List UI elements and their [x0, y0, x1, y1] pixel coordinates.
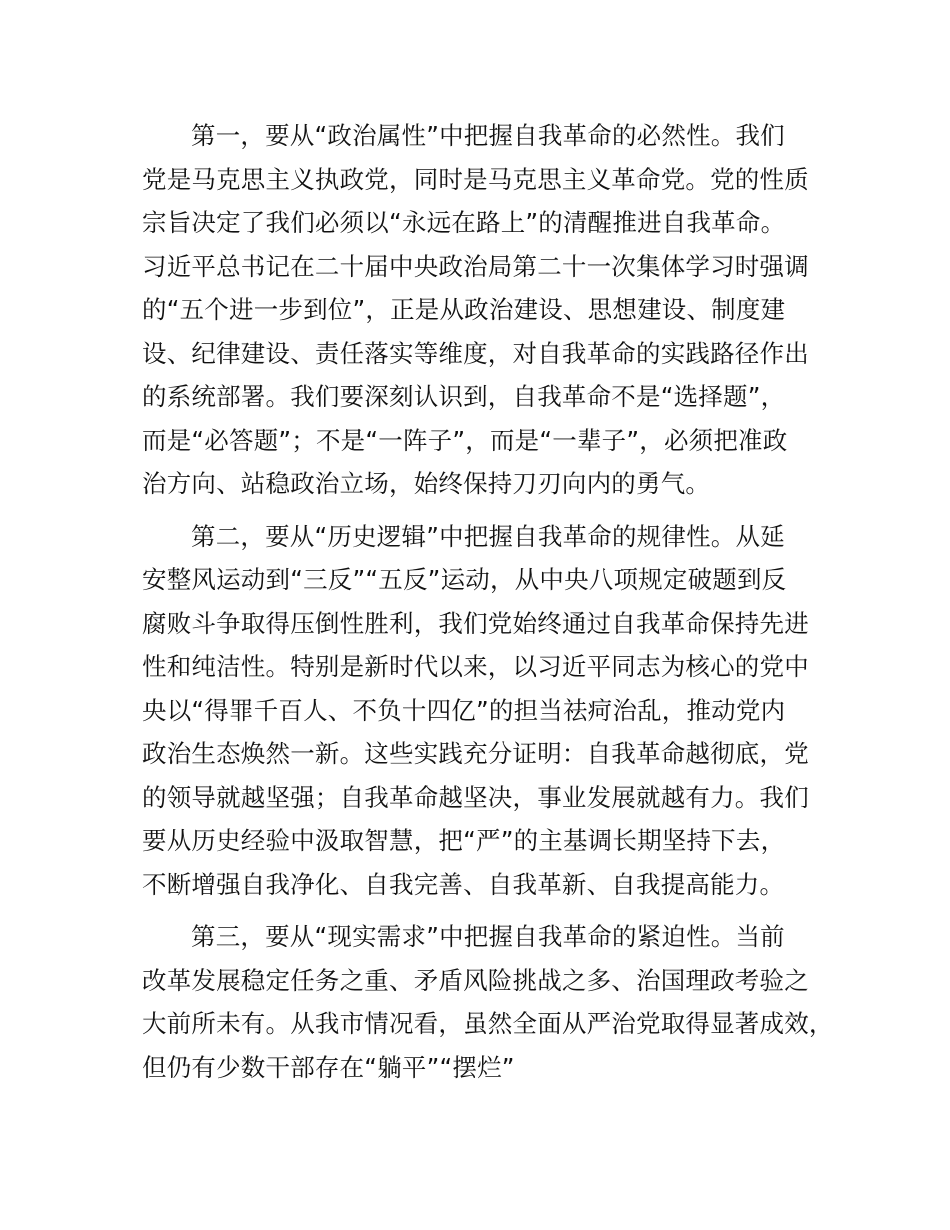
- paragraph-line: 第一，要从“政治属性”中把握自我革命的必然性。我们: [191, 121, 785, 150]
- paragraph-line: 第二，要从“历史逻辑”中把握自我革命的规律性。从延: [191, 521, 785, 551]
- paragraph-line: 宗旨决定了我们必须以“永远在路上”的清醒推进自我革命。: [142, 208, 786, 237]
- paragraph-line: 但仍有少数干部存在“躺平”“摆烂”: [142, 1052, 515, 1082]
- paragraph-3: [142, 915, 832, 1089]
- paragraph-line: 政治生态焕然一新。这些实践充分证明：自我革命越彻底，党: [142, 739, 809, 768]
- paragraph-line: 安整风运动到“三反”“五反”运动，从中央八项规定破题到反: [142, 565, 787, 594]
- paragraph-line: 腐败斗争取得压倒性胜利，我们党始终通过自我革命保持先进: [142, 608, 809, 638]
- paragraph-line: 要从历史经验中汲取智慧，把“严”的主基调长期坚持下去，: [142, 826, 786, 855]
- paragraph-2: [142, 515, 832, 907]
- paragraph-line: 的领导就越坚强；自我革命越坚决，事业发展就越有力。我们: [142, 782, 809, 812]
- paragraph-line: 党是马克思主义执政党，同时是马克思主义革命党。党的性质: [142, 164, 809, 194]
- paragraph-line: 治方向、站稳政治立场，始终保持刀刃向内的勇气。: [142, 469, 711, 498]
- paragraph-line: 的“五个进一步到位”，正是从政治建设、思想建设、制度建: [142, 295, 786, 324]
- paragraph-line: 央以“得罪千百人、不负十四亿”的担当祛疴治乱，推动党内: [142, 695, 786, 725]
- paragraph-1: [142, 114, 832, 506]
- paragraph-line: 第三，要从“现实需求”中把握自我革命的紧迫性。当前: [191, 922, 785, 951]
- paragraph-line: 不断增强自我净化、自我完善、自我革新、自我提高能力。: [142, 869, 785, 899]
- paragraph-line: 习近平总书记在二十届中央政治局第二十一次集体学习时强调: [142, 251, 809, 281]
- paragraph-line: 性和纯洁性。特别是新时代以来，以习近平同志为核心的党中: [142, 652, 809, 681]
- paragraph-line: 大前所未有。从我市情况看，虽然全面从严治党取得显著成效，: [142, 1009, 834, 1038]
- paragraph-line: 设、纪律建设、责任落实等维度，对自我革命的实践路径作出: [142, 338, 809, 368]
- paragraph-line: 的系统部署。我们要深刻认识到，自我革命不是“选择题”，: [142, 382, 786, 411]
- document-body: [142, 114, 832, 1098]
- paragraph-line: 改革发展稳定任务之重、矛盾风险挑战之多、治国理政考验之: [142, 965, 809, 995]
- paragraph-line: 而是“必答题”；不是“一阵子”，而是“一辈子”，必须把准政: [142, 425, 788, 455]
